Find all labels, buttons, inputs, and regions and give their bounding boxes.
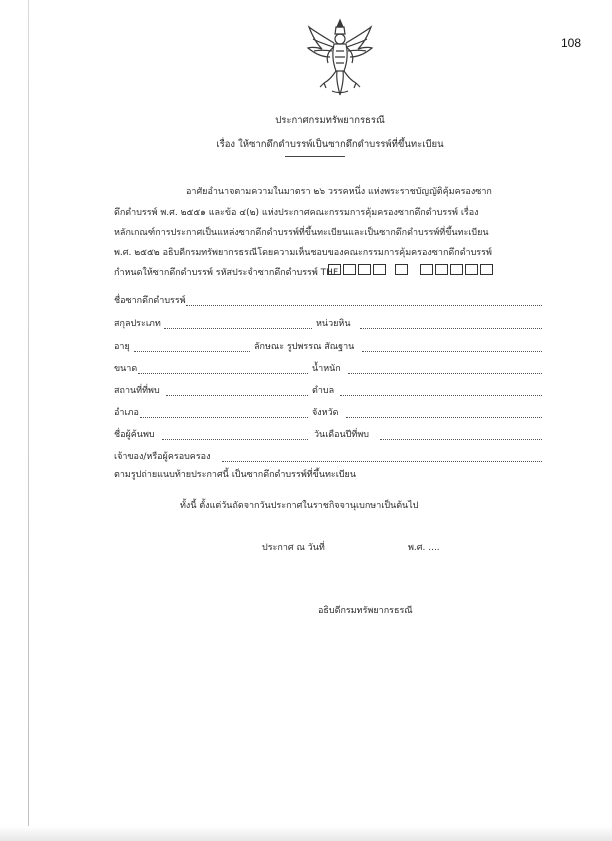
code-box: [465, 264, 478, 275]
code-box: [420, 264, 433, 275]
code-box: [358, 264, 371, 275]
signature-title: อธิบดีกรมทรัพยากรธรณี: [318, 606, 413, 616]
field-owner-label: เจ้าของ/หรือผู้ครอบครอง: [114, 452, 211, 462]
field-fossil-name-label: ชื่อซากดึกดำบรรพ์: [114, 296, 186, 306]
photo-attachment-line: ตามรูปถ่ายแนบท้ายประกาศนี้ เป็นซากดึกดำบรรพ์ที่ขึ้นทะเบียน: [114, 470, 356, 480]
code-box: [450, 264, 463, 275]
fossil-code-label: กำหนดให้ซากดึกดำบรรพ์ รหัสประจำซากดึกดำบรรพ์ THF: [114, 268, 339, 278]
field-location-line: [166, 394, 308, 396]
page-number: 108: [561, 36, 582, 50]
field-age-line: [134, 350, 250, 352]
field-rock-unit-label: หน่วยหิน: [316, 319, 351, 329]
body-line: พ.ศ. ๒๕๕๒ อธิบดีกรมทรัพยากรธรณีโดยความเห็นชอบของคณะกรรมการคุ้มครองซากดึกดำบรรพ์: [114, 248, 492, 258]
announcement-title: ประกาศกรมทรัพยากรธรณี: [275, 115, 385, 126]
body-line: หลักเกณฑ์การประกาศเป็นแหล่งซากดึกดำบรรพ์ที่ขึ้นทะเบียนและเป็นซากดึกดำบรรพ์ที่ขึ้นทะเบียน: [114, 228, 489, 238]
scan-edge: [28, 0, 29, 841]
field-weight-label: น้ำหนัก: [312, 364, 341, 374]
field-location-label: สถานที่ที่พบ: [114, 386, 160, 396]
effective-date-line: ทั้งนี้ ตั้งแต่วันถัดจากวันประกาศในราชกิจจานุเบกษาเป็นต้นไป: [180, 501, 419, 511]
garuda-emblem-icon: [306, 17, 374, 99]
subject-divider: [285, 156, 345, 157]
field-district-line: [140, 416, 308, 418]
field-morphology-label: ลักษณะ รูปพรรณ สัณฐาน: [254, 342, 355, 352]
field-size-line: [138, 372, 308, 374]
code-box: [328, 264, 341, 275]
code-box: [435, 264, 448, 275]
field-found-date-label: วันเดือนปีที่พบ: [314, 430, 369, 440]
body-line: ดึกดำบรรพ์ พ.ศ. ๒๕๕๑ และข้อ ๔(๒) แห่งประกาศคณะกรรมการคุ้มครองซากดึกดำบรรพ์ เรื่อง: [114, 208, 479, 218]
field-genus-label: สกุลประเภท: [114, 319, 161, 329]
code-box: [373, 264, 386, 275]
field-subdistrict-line: [340, 394, 542, 396]
field-fossil-name-line: [186, 304, 542, 306]
field-rock-unit-line: [360, 327, 542, 329]
field-morphology-line: [362, 350, 542, 352]
announce-date-prefix: ประกาศ ณ วันที่: [262, 543, 325, 553]
field-subdistrict-label: ตำบล: [312, 386, 335, 396]
field-weight-line: [348, 372, 542, 374]
field-discoverer-label: ชื่อผู้ค้นพบ: [114, 430, 155, 440]
field-age-label: อายุ: [114, 342, 130, 352]
field-district-label: อำเภอ: [114, 408, 139, 418]
scan-shadow: [0, 826, 612, 841]
field-genus-line: [164, 327, 312, 329]
code-box: [480, 264, 493, 275]
field-discoverer-line: [162, 438, 308, 440]
field-province-label: จังหวัด: [312, 408, 339, 418]
field-owner-line: [222, 460, 542, 462]
body-line: อาศัยอำนาจตามความในมาตรา ๒๖ วรรคหนึ่ง แห่งพระราชบัญญัติคุ้มครองซาก: [186, 187, 492, 197]
announce-year: พ.ศ. ....: [408, 543, 440, 553]
field-province-line: [346, 416, 542, 418]
code-box: [395, 264, 408, 275]
field-size-label: ขนาด: [114, 364, 138, 374]
announcement-subject: เรื่อง ให้ซากดึกดำบรรพ์เป็นซากดึกดำบรรพ์ที่ขึ้นทะเบียน: [216, 139, 444, 150]
code-box: [343, 264, 356, 275]
field-found-date-line: [380, 438, 542, 440]
